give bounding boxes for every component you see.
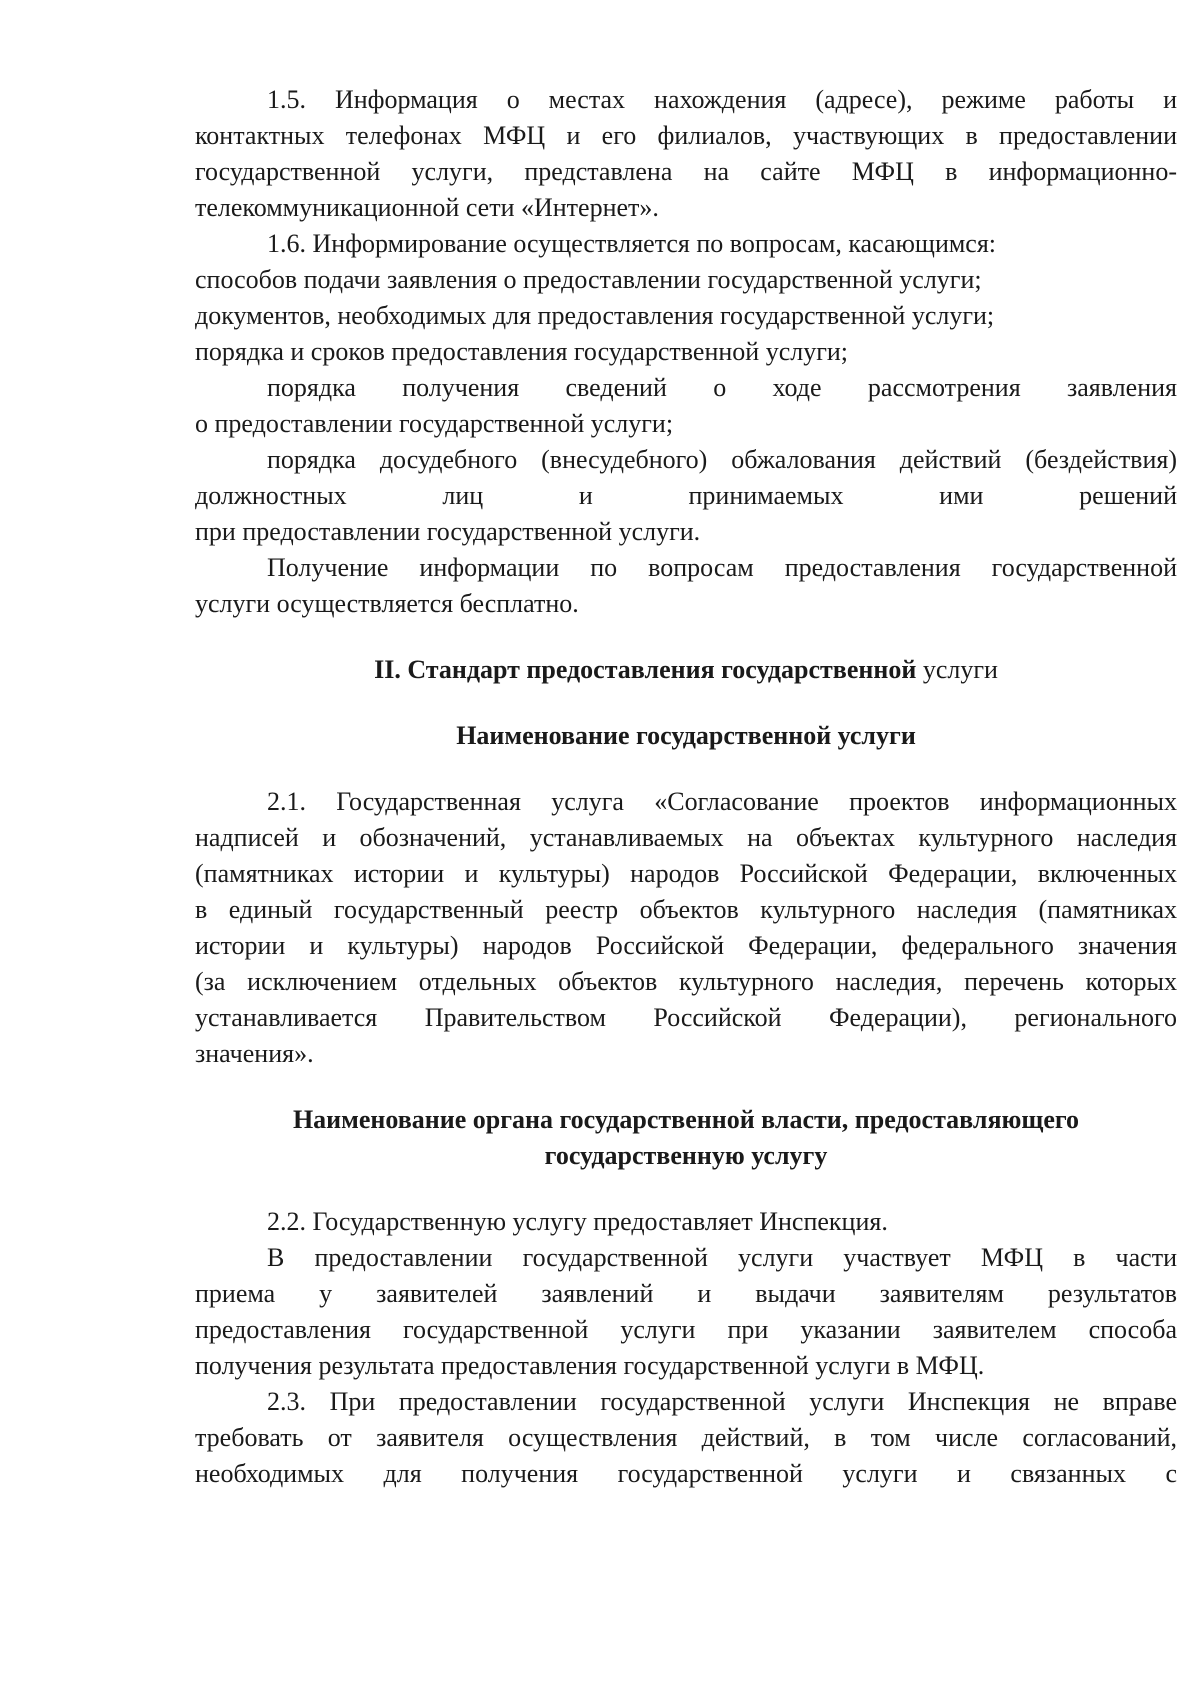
- paragraph-2-3: [195, 1384, 1177, 1492]
- paragraph-2-1: [195, 784, 1177, 1072]
- spacer: [195, 1174, 1177, 1204]
- text-line: 2.3. При предоставлении государственной услуги Инспекция не вправе: [267, 1387, 1177, 1416]
- text-line: надписей и обозначений, устанавливаемых на объектах культурного наследия: [195, 823, 1177, 852]
- section-title-regular: услуги: [916, 655, 998, 684]
- text-line: 2.1. Государственная услуга «Согласование проектов информационных: [267, 787, 1177, 816]
- text-line: при предоставлении государственной услуги.: [195, 517, 701, 546]
- section-title: [195, 652, 1177, 688]
- spacer: [195, 622, 1177, 652]
- subheading-authority: [195, 1102, 1177, 1174]
- spacer: [195, 754, 1177, 784]
- text-line: (памятниках истории и культуры) народов Российской Федерации, включенных: [195, 859, 1177, 888]
- text-line: необходимых для получения государственной услуги и связанных с: [195, 1459, 1177, 1488]
- subheading-service-name: Наименование государственной услуги: [456, 721, 916, 750]
- text-line: 1.6. Информирование осуществляется по вопросам, касающимся:: [267, 229, 997, 258]
- paragraph-2-2: [195, 1204, 1177, 1384]
- spacer: [195, 688, 1177, 718]
- text-line: приема у заявителей заявлений и выдачи заявителям результатов: [195, 1279, 1177, 1308]
- subheading-line: Наименование органа государственной власти, предоставляющего: [292, 1105, 1080, 1134]
- text-line: должностных лиц и принимаемых ими решений: [195, 481, 1177, 510]
- list-item: документов, необходимых для предоставления государственной услуги;: [195, 301, 995, 330]
- text-line: 1.5. Информация о местах нахождения (адресе), режиме работы и: [267, 85, 1177, 114]
- paragraph-1-6: [195, 226, 1177, 622]
- text-line: Получение информации по вопросам предоставления государственной: [267, 553, 1177, 582]
- text-line: в единый государственный реестр объектов культурного наследия (памятниках: [195, 895, 1177, 924]
- section-title-bold: II. Стандарт предоставления государственной: [374, 655, 917, 684]
- paragraph-1-5: [195, 82, 1177, 226]
- list-item: порядка досудебного (внесудебного) обжалования действий (бездействия): [267, 445, 1177, 474]
- list-item: порядка и сроков предоставления государственной услуги;: [195, 337, 849, 366]
- text-line: 2.2. Государственную услугу предоставляет Инспекция.: [267, 1207, 888, 1236]
- text-line: предоставления государственной услуги при указании заявителем способа: [195, 1315, 1177, 1344]
- text-line: контактных телефонах МФЦ и его филиалов, участвующих в предоставлении: [195, 121, 1177, 150]
- text-line: истории и культуры) народов Российской Федерации, федерального значения: [195, 931, 1177, 960]
- list-item: порядка получения сведений о ходе рассмотрения заявления: [267, 373, 1177, 402]
- spacer: [195, 1072, 1177, 1102]
- text-line: государственной услуги, представлена на сайте МФЦ в информационно-: [195, 157, 1177, 186]
- text-line: получения результата предоставления государственной услуги в МФЦ.: [195, 1351, 985, 1380]
- text-line: В предоставлении государственной услуги участвует МФЦ в части: [267, 1243, 1177, 1272]
- text-line: значения».: [195, 1039, 314, 1068]
- document-body: [195, 82, 1177, 1492]
- subheading-line: государственную услугу: [544, 1141, 828, 1170]
- text-line: телекоммуникационной сети «Интернет».: [195, 193, 659, 222]
- list-item: способов подачи заявления о предоставлении государственной услуги;: [195, 265, 982, 294]
- text-line: о предоставлении государственной услуги;: [195, 409, 674, 438]
- text-line: устанавливается Правительством Российской Федерации), регионального: [195, 1003, 1177, 1032]
- text-line: требовать от заявителя осуществления действий, в том числе согласований,: [195, 1423, 1177, 1452]
- text-line: (за исключением отдельных объектов культурного наследия, перечень которых: [195, 967, 1177, 996]
- text-line: услуги осуществляется бесплатно.: [195, 589, 579, 618]
